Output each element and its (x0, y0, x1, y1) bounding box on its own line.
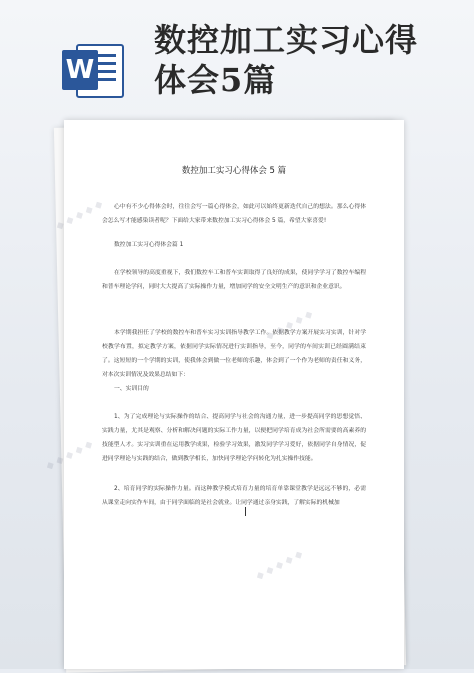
watermark: ◆ ◆ ◆ ◆ ◆ (264, 308, 315, 343)
page-title-line-1: 数控加工实习心得 (154, 21, 419, 59)
document-title: 数控加工实习心得体会 5 篇 (181, 166, 287, 176)
watermark: ◆ ◆ ◆ ◆ ◆ (254, 548, 305, 583)
document-page[interactable] (44, 120, 404, 669)
paragraph-2: 本学期我担任了学校的数控车和普车实习实训指导教学工作。依据教学方案开展实习实训，针对学校教学布置，拟定教学方案，依据同学实际情况进行实训指导，至今，同学的车间实训已经圆满结束了。这短短的一个学期的实训，使我体会到做一位老师的乐趣，体会到了一个作为老师的责任和义务，对本次实训情况及效果总结如下： (102, 330, 366, 378)
watermark: ◆ ◆ ◆ ◆ ◆ (54, 198, 105, 233)
watermark: ◆ ◆ ◆ ◆ ◆ (44, 438, 95, 473)
header (0, 0, 474, 110)
paragraph-intro: 心中有不少心得体会时，往往会写一篇心得体会，如此可以始终更新迭代自己的想法。那么心得体会怎么写才能感染读者呢？下面给大家带来数控加工实习心得体会 5 篇，希望大家喜爱! (102, 204, 366, 224)
paragraph-3: 1、为了完成理论与实际操作的结合、提高同学与社会的沟通力量，进一步提高同学的思想觉悟、实践力量，尤其是观察、分析和解决问题的实际工作力量，以便把同学培育成为社会所需要的高素养的技能型人才。实习实训重在运用教学成果，检验学习效果，激发同学学习爱好，依据同学自身情况，促进同学理论与实践的结合，做到教学相长，加快同学理论学问转化为扎实操作技能。 (102, 414, 366, 462)
word-icon-letter: W (62, 50, 98, 90)
paragraph-4: 2、培育同学的实际操作力量。而这种教学模式培育力量的培育单靠课堂教学是远远不够的，必需从课堂走向实作车间，由于同学面临的是社会就业。让同学通过亲身实践，了解实际的机械加 (102, 486, 366, 506)
page-title-line-2: 体会5篇 (154, 61, 277, 99)
word-icon-line (98, 78, 116, 81)
subsection-heading: 一、实训目的 (114, 386, 149, 392)
section-heading-1: 数控加工实习心得体会篇 1 (114, 242, 184, 248)
word-icon (62, 38, 124, 100)
text-cursor (245, 507, 246, 516)
word-icon-line (98, 54, 116, 57)
word-icon-line (98, 62, 116, 65)
page-title (154, 20, 454, 100)
word-icon-line (98, 70, 116, 73)
paragraph-1: 在学校领导的高度重视下，我们数控车工和普车实训取得了良好的成果，使同学学习了数控车编程和普车理论学问，同时大大提高了实际操作力量，增加同学的安全文明生产的意识和企业意识。 (102, 270, 366, 290)
